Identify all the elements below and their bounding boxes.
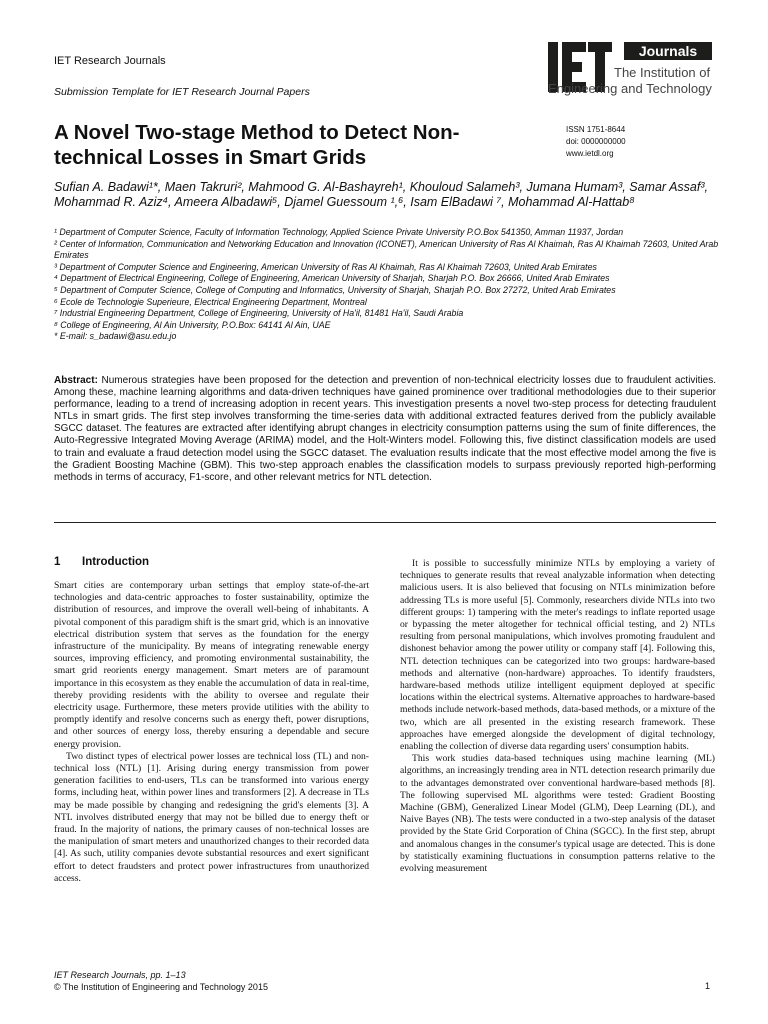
journal-url: www.ietdl.org	[566, 149, 614, 158]
template-subtitle: Submission Template for IET Research Journal Papers	[54, 86, 310, 98]
paragraph: Two distinct types of electrical power losses are technical loss (TL) and non-technical loss (NTL) [1]. Arising during energy transmission from power generation facilities to end-users, TLs can be transformed into various energy forms, including heat, within power lines and transformers [2]. A decrease in TLs may be made possible by changing and redesigning the grid's elements [3]. A NTL involves distributed energy that may not be billed due to energy theft or fraud. In the majority of nations, the primary causes of non-technical losses are the manipulation of smart meters and unauthorized changes to their recorded data [4]. As such, utility companies devote substantial resources and exert significant effort to detect fraudsters and protect power infrastructures from unauthorized access.	[54, 750, 369, 884]
affiliation-5: ⁵ Department of Computer Science, College of Computing and Informatics, University of Sharjah, Sharjah P.O. Box 27272, United Arab Emirates	[54, 284, 616, 295]
affiliation-3: ³ Department of Computer Science and Engineering, American University of Ras Al Khaimah, Ras Al Khaimah 72603, United Arab Emirates	[54, 261, 597, 272]
affiliation-7: ⁷ Industrial Engineering Department, College of Engineering, University of Ha'il, 81481 Ha'il, Saudi Arabia	[54, 308, 464, 319]
issn: ISSN 1751-8644	[566, 125, 626, 134]
paper-title: A Novel Two-stage Method to Detect Non-technical Losses in Smart Grids	[54, 121, 460, 169]
section-title: Introduction	[82, 556, 150, 568]
page-footer	[54, 969, 268, 993]
affiliation-1: ¹ Department of Computer Science, Faculty of Information Technology, Applied Science Private University P.O.Box 541350, Amman 11937, Jordan	[54, 227, 624, 237]
section-number: 1	[54, 556, 61, 568]
paragraph: It is possible to successfully minimize NTLs by employing a variety of techniques to generate results that reveal analyzable information when detecting malicious users. It is also believed that focusing on NTLs minimization before addressing TLs is more useful [5]. Commonly, researchers divide NTLs into two different groups: 1) tampering with the meter's readings to inflate reported usage or bypassing the meter altogether for technical official testing, and 2) NTLs resulting from personal manipulations, which involves promoting fraudulent and dishonest behavior among the power utility or company staff [4]. Following this, NTL detection techniques can be categorized into two groups: hardware-based methods and alternative (non-hardware) approaches. To identify fraudsters, hardware-based methods utilize intelligent equipment deployed at specific locations within the electrical systems. Alternative approaches to hardware-based methods include network-based methods, data-based methods, or a mixture of the two, which are all presented in the existing research framework. These approaches have emerged alongside the development of digital technology, enabling the collection of diverse data regarding users' consumption habits.	[400, 558, 715, 753]
section-divider	[54, 522, 716, 523]
institution-line-2: Engineering and Technology	[548, 81, 712, 96]
section-heading	[54, 556, 149, 568]
author-list: Sufian A. Badawi¹*, Maen Takruri², Mahmood G. Al-Bashayreh¹, Khouloud Salameh³, Jumana Humam³, Samar Assaf³, Mohammad R. Aziz⁴, Ameera Albadawi⁵, Djamel Guessoum ¹,⁶, Isam ElBadawi ⁷, Mohammad Al-Hattab⁸	[54, 180, 708, 209]
doi: doi: 0000000000	[566, 137, 626, 146]
paragraph: Smart cities are contemporary urban settings that employ state-of-the-art technologies and data-centric approaches to foster sustainability, optimize the distribution of resources, and improve the overall well-being of inhabitants. A pivotal component of this paradigm shift is the smart grid, which is an innovative electrical distribution system that serves as the foundation for the energy infrastructure of the municipality. By means of integrating renewable energy sources, improving efficiency, and promoting environmental sustainability, the smart grid reorients energy management. Smart meters are of paramount importance in this ecosystem as they enable the accumulation of data in real-time, thereby providing residents with the ability to oversee and regulate their electricity usage. Furthermore, these meters provide utilities with the ability to promptly identify and resolve concerns such as energy theft, power disruptions, and other sources of energy loss, thereby ensuring a dependable and secure energy provision.	[54, 580, 369, 750]
affiliations	[54, 227, 720, 343]
affiliation-8: ⁸ College of Engineering, Al Ain University, P.O.Box: 64141 Al Ain, UAE	[54, 319, 331, 330]
abstract-text: Numerous strategies have been proposed for the detection and prevention of non-technical electricity losses due to fraudulent activities. Among these, machine learning algorithms and data-driven techniques have gained prominence over traditional methodologies due to their superior performance, leading to a trend of increasing adoption in recent years. This investigation presents a novel two-step process for detecting fraudulent NTLs in smart grids. The first step involves transforming the time-series data with additional extracted features derived from the publicly available SGCC dataset. The features are extracted after identifying abrupt changes in electricity consumption patterns using the sum of finite differences, the Auto-Regressive Integrated Moving Average (ARIMA) model, and the Holt-Winters model. Following this, five distinct classification models are used to train and evaluate a fraud detection model using the SGCC dataset. The evaluation results indicate that the most effective model among the five is the Gradient Boosting Machine (GBM). This two-step approach enables the classification models to surpass previously reported high-performing methods in terms of accuracy, F1-score, and other relevant metrics for NTL detection.	[54, 375, 716, 483]
abstract-label: Abstract:	[54, 375, 98, 386]
page-number: 1	[704, 981, 710, 991]
affiliation-6: ⁶ Ecole de Technologie Superieure, Electrical Engineering Department, Montreal	[54, 296, 367, 307]
journals-label: Journals	[638, 43, 698, 59]
journal-name: IET Research Journals	[54, 55, 166, 67]
paper-meta	[566, 124, 626, 160]
abstract	[54, 375, 716, 484]
affiliation-2: ² Center of Information, Communication and Networking Education and Innovation (ICONET), American University of Ras Al Khaimah, Ras Al Khaimah 72603, United Arab Emirates	[54, 238, 719, 261]
corresponding-email: * E-mail: s_badawi@asu.edu.jo	[54, 331, 177, 342]
affiliation-4: ⁴ Department of Electrical Engineering, College of Engineering, American University of Sharjah, Sharjah P.O. Box 26666, United Arab Emirates	[54, 273, 610, 284]
body-column-left	[54, 580, 369, 885]
institution-line-1: The Institution of	[614, 65, 711, 80]
body-column-right	[400, 558, 715, 875]
footer-journal-pages: IET Research Journals, pp. 1–13	[54, 970, 186, 980]
paragraph: This work studies data-based techniques using machine learning (ML) algorithms, an increasingly trending area in NTL detection research primarily due to the advantages demonstrated over conventional hardware-based methods [8]. The following supervised ML algorithms were tested: Gradient Boosting Machine (GBM), Generalized Linear Model (GLM), Deep Learning (DL), and Naive Bayes (NB). The tests were conducted in a two-step analysis of the dataset provided by the State Grid Corporation of China (SGCC). In the first step, abrupt and anomalous changes in the consumer's typical usage are detected. This is done by statistically examining fluctuations in consumption patterns relative to the evolving measurement	[400, 753, 715, 875]
footer-copyright: © The Institution of Engineering and Technology 2015	[54, 982, 268, 992]
iet-logo	[548, 40, 718, 102]
